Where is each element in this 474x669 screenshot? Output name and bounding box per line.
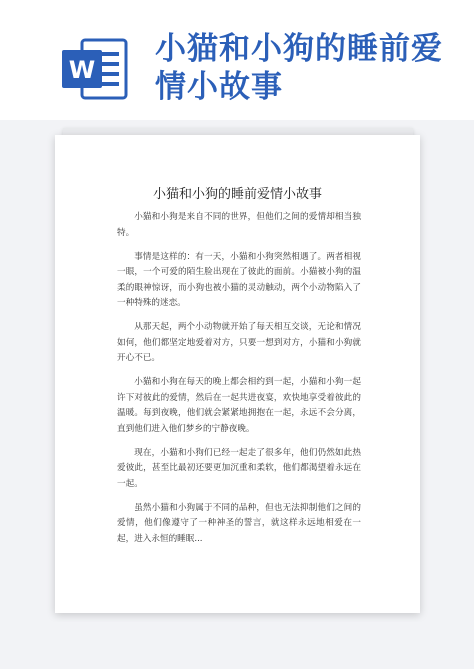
document-title: 小猫和小狗的睡前爱情小故事: [152, 187, 322, 202]
paragraph: 虽然小猫和小狗属于不同的品种，但也无法抑制他们之间的爱情，他们像遵守了一种神圣的誓言，就这样永远地相爱在一起，进入永恒的睡眠...: [117, 502, 361, 544]
paragraph: 小猫和小狗在每天的晚上都会相约到一起，小猫和小狗一起许下对彼此的爱情，然后在一起共进夜宴，欢快地享受着彼此的温暖。每到夜晚，他们就会紧紧地拥抱在一起，永远不会分离，直到他们进入他们梦乡的宁静夜晚。: [117, 377, 361, 434]
word-icon-letter: W: [68, 56, 96, 84]
document-body: [117, 210, 361, 556]
document-page: [55, 135, 420, 613]
banner: [0, 0, 474, 120]
paragraph: 事情是这样的：有一天，小猫和小狗突然相遇了。两者相视一眼，一个可爱的陌生脸出现在了彼此的面前。小猫被小狗的温柔的眼神惊讶，而小狗也被小猫的灵动触动，两个小动物陷入了一种特殊的迷恋。: [117, 251, 361, 308]
paragraph: 从那天起，两个小动物就开始了每天相互交谈，无论和情况如何，他们都坚定地爱着对方，只要一想到对方，小猫和小狗就开心不已。: [117, 322, 361, 363]
banner-title: 小猫和小狗的睡前爱情小故事: [155, 31, 443, 105]
word-document-icon: [60, 34, 130, 104]
footer-area: [0, 622, 474, 669]
paragraph: 小猫和小狗是来自不同的世界，但他们之间的爱情却相当独特。: [117, 212, 361, 238]
paragraph: 现在，小猫和小狗们已经一起走了很多年，他们仍然如此热爱彼此，甚至比最初还要更加沉重和柔软，他们都渴望着永远在一起。: [117, 447, 361, 489]
